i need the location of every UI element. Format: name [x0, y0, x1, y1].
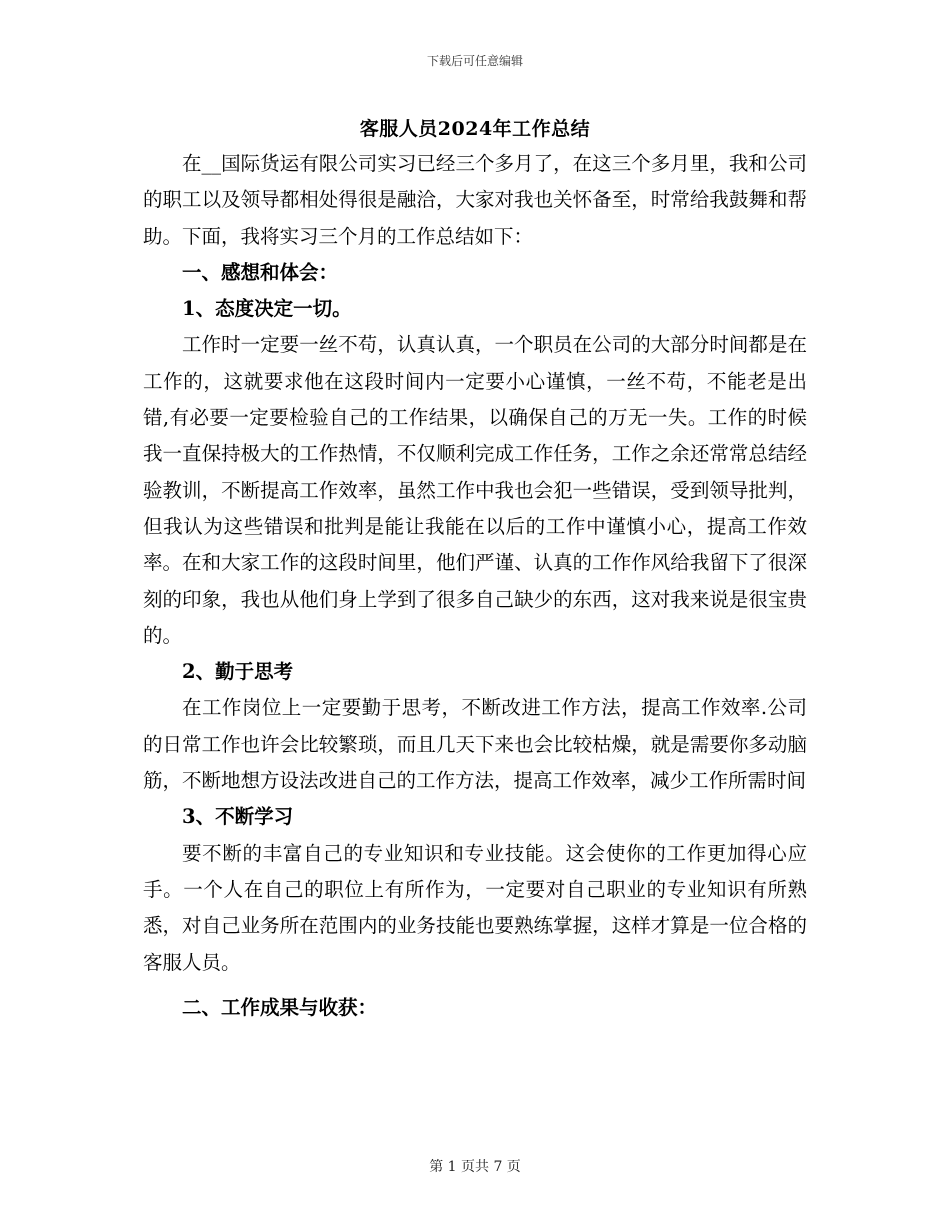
item-heading-3: 3、不断学习	[182, 805, 294, 829]
document-title: 客服人员2024年工作总结	[359, 118, 591, 140]
page-number: 第 1 页共 7 页	[429, 1159, 521, 1175]
document-body	[143, 146, 807, 1026]
item-heading-2: 2、勤于思考	[182, 660, 294, 684]
item-body-3: 要不断的丰富自己的专业知识和专业技能。这会使你的工作更加得心应手。一个人在自己的职位上有所作为，一定要对自己职业的专业知识有所熟悉，对自己业务所在范围内的业务技能也要熟练掌握，这样才算是一位合格的客服人员。	[143, 841, 807, 974]
item-body-1: 工作时一定要一丝不苟，认真认真，一个职员在公司的大部分时间都是在工作的，这就要求他在这段时间内一定要小心谨慎，一丝不苟，不能老是出错,有必要一定要检验自己的工作结果，以确保自己的万无一失。工作的时候我一直保持极大的工作热情，不仅顺利完成工作任务，工作之余还常常总结经验教训，不断提高工作效率，虽然工作中我也会犯一些错误，受到领导批判，但我认为这些错误和批判是能让我能在以后的工作中谨慎小心，提高工作效率。在和大家工作的这段时间里，他们严谨、认真的工作作风给我留下了很深刻的印象，我也从他们身上学到了很多自己缺少的东西，这对我来说是很宝贵的。	[143, 333, 807, 647]
intro-paragraph: 在__国际货运有限公司实习已经三个多月了，在这三个多月里，我和公司的职工以及领导都相处得很是融洽，大家对我也关怀备至，时常给我鼓舞和帮助。下面，我将实习三个月的工作总结如下：	[143, 152, 807, 248]
page-header-note: 下载后可任意编辑	[426, 54, 523, 68]
section-heading-1: 一、感想和体会：	[182, 260, 339, 284]
section-heading-2: 二、工作成果与收获：	[182, 995, 378, 1019]
section-spacer	[143, 981, 807, 990]
item-heading-1: 1、态度决定一切。	[182, 297, 352, 321]
item-body-2: 在工作岗位上一定要勤于思考，不断改进工作方法，提高工作效率.公司的日常工作也许会比较繁琐，而且几天下来也会比较枯燥，就是需要你多动脑筋，不断地想方设法改进自己的工作方法，提高工作效率，减少工作所需时间	[143, 696, 807, 793]
